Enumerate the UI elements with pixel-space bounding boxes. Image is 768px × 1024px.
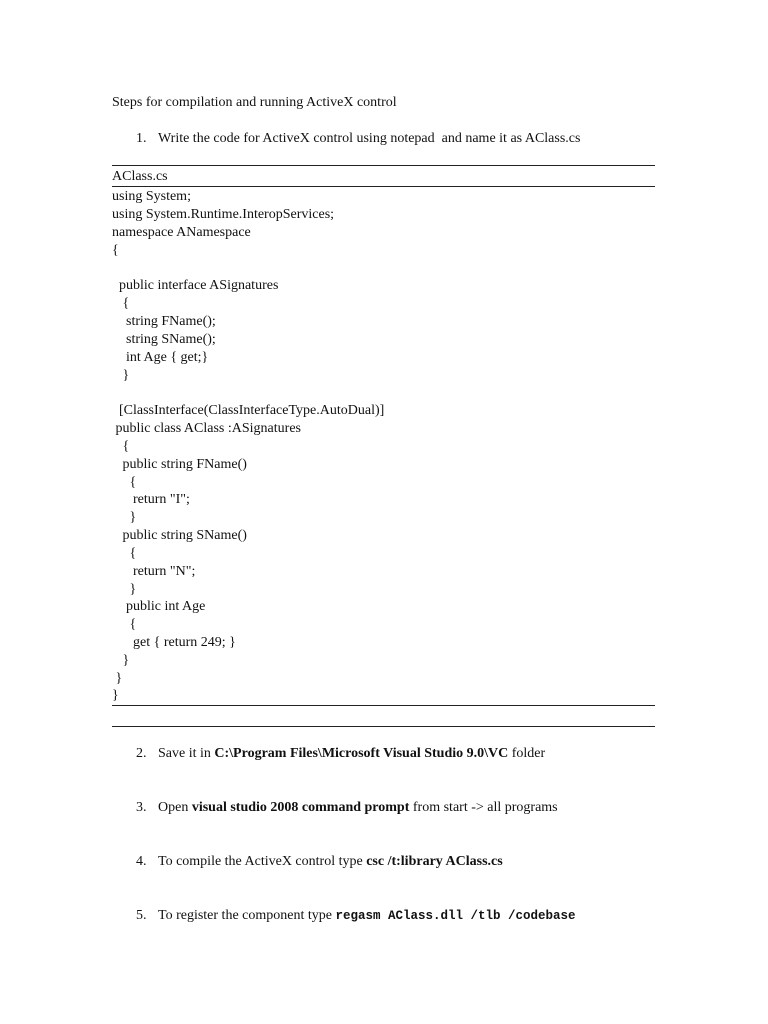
code-header-rule [112, 186, 655, 187]
step-3-text [158, 799, 558, 817]
code-line: { [112, 617, 137, 632]
code-line: public interface ASignatures [112, 278, 279, 293]
code-line: } [112, 582, 137, 597]
step-5-prefix: To register the component type [158, 908, 336, 923]
step-4-prefix: To compile the ActiveX control type [158, 854, 367, 869]
step-3-prefix: Open [158, 800, 192, 815]
step-4-number: 4. [136, 854, 147, 869]
code-line: } [112, 653, 130, 668]
code-line: } [112, 671, 123, 686]
step-5-number: 5. [136, 908, 147, 923]
step-2-number: 2. [136, 746, 147, 761]
code-line: string FName(); [112, 314, 216, 329]
code-line: public int Age [112, 599, 206, 614]
code-line: using System.Runtime.InteropServices; [112, 207, 335, 222]
code-line: { [112, 546, 137, 561]
code-line: string SName(); [112, 332, 216, 347]
code-line: int Age { get;} [112, 350, 209, 365]
code-line: } [112, 368, 130, 383]
step-2-prefix: Save it in [158, 746, 215, 761]
code-line: return "N"; [112, 564, 196, 579]
code-line: { [112, 296, 130, 311]
code-line: get { return 249; } [112, 635, 236, 650]
step-1-number: 1. [136, 131, 147, 146]
code-line: [ClassInterface(ClassInterfaceType.AutoDual)] [112, 403, 385, 418]
code-line: } [112, 688, 119, 703]
step-3-number: 3. [136, 800, 147, 815]
code-top-rule [112, 165, 655, 166]
step-2-path: C:\Program Files\Microsoft Visual Studio 9.0\VC [214, 746, 509, 761]
code-line: public string FName() [112, 457, 247, 472]
code-line: return "I"; [112, 492, 190, 507]
step-4-text [158, 853, 503, 871]
code-end-rule [112, 726, 655, 727]
document-title: Steps for compilation and running ActiveX control [112, 95, 397, 110]
code-bottom-rule [112, 705, 655, 706]
code-line: } [112, 510, 137, 525]
step-2-suffix: folder [508, 746, 546, 761]
code-line: public class AClass :ASignatures [112, 421, 301, 436]
code-line: { [112, 243, 119, 258]
step-5-command: regasm AClass.dll /tlb /codebase [335, 909, 576, 923]
step-4-command: csc /t:library AClass.cs [366, 854, 503, 869]
step-2-text [158, 745, 545, 763]
step-1-text: Write the code for ActiveX control using notepad and name it as AClass.cs [158, 131, 581, 146]
step-5-text [158, 907, 576, 925]
step-3-suffix: from start -> all programs [409, 800, 558, 815]
code-filename: AClass.cs [112, 169, 168, 184]
code-line: { [112, 439, 130, 454]
step-3-command-prompt: visual studio 2008 command prompt [191, 800, 410, 815]
code-line: public string SName() [112, 528, 247, 543]
code-line: using System; [112, 189, 191, 204]
code-line: namespace ANamespace [112, 225, 251, 240]
code-line: { [112, 475, 137, 490]
